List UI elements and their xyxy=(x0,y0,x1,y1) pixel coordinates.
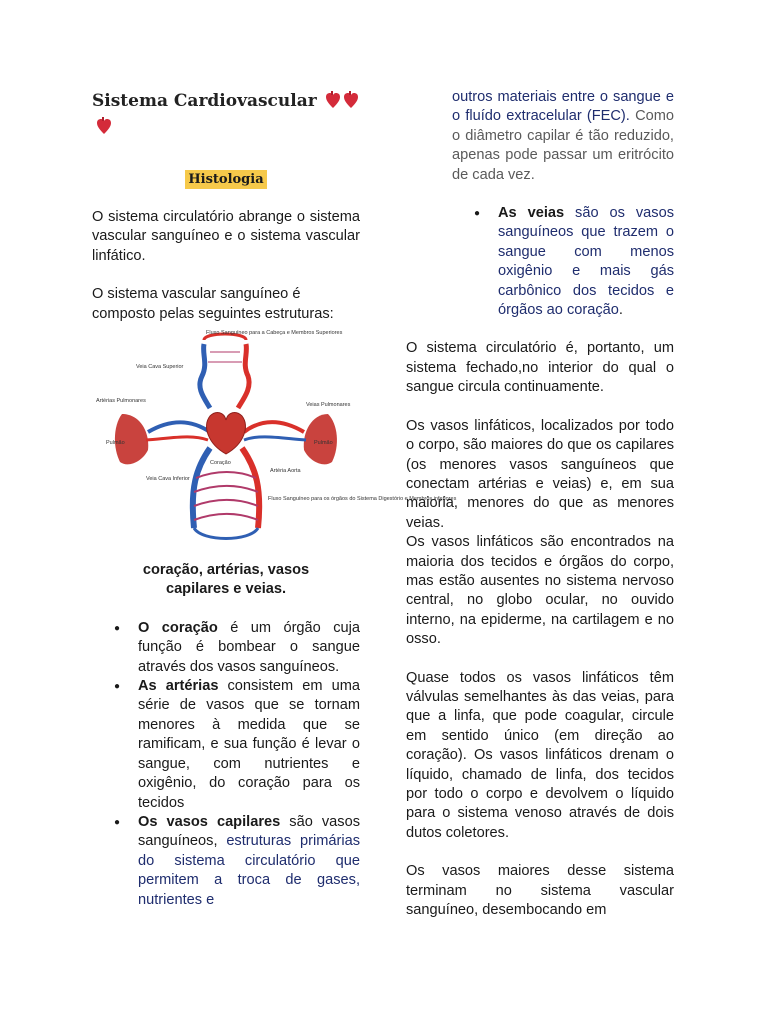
paragraph: Os vasos linfáticos, localizados por todo o corpo, são maiores do que os capilares (os menores vasos sanguíneos que conectam artérias e veias) e, em sua maioria, menores do que as menores veias. xyxy=(406,417,674,531)
diagram-label-top: Fluxo Sanguíneo para a Cabeça e Membros Superiores xyxy=(206,330,343,337)
title-text: Sistema Cardiovascular xyxy=(92,91,317,111)
figure-caption: coração, artérias, vasos capilares e veias. xyxy=(142,562,310,598)
left-column xyxy=(92,88,457,910)
diagram-label-aorta: Artéria Aorta xyxy=(270,468,301,475)
list-item: ● As artérias consistem em uma série de vasos que se tornam menores à medida que se ramificam, e sua função é levar o sangue, com nutrientes e oxigênio, do coração para os tecidos xyxy=(92,677,360,813)
capillaries-continuation: outros materiais entre o sangue e o fluído extracelular (FEC). Como o diâmetro capilar é tão reduzido, apenas pode passar um eritrócito de cada vez. xyxy=(452,89,674,183)
paragraph: Os vasos linfáticos são encontrados na maioria dos tecidos e órgãos do corpo, mas estão ausentes no sistema nervoso central, no globo ocular, no ouvido interno, na epiderme, na cartilagem e no osso. xyxy=(406,534,674,648)
circulatory-diagram xyxy=(92,328,457,550)
document-title xyxy=(92,88,360,140)
diagram-label-vcs: Veia Cava Superior xyxy=(136,364,184,371)
heart-icon xyxy=(96,117,112,135)
diagram-label-art-pulm: Artérias Pulmonares xyxy=(96,398,146,405)
paragraph: Quase todos os vasos linfáticos têm válvulas semelhantes às das veias, para que a linfa, que pode coagular, circule em sentido único (em direção ao coração). Os vasos linfáticos drenam o líquido, chamado de linfa, dos tecidos por todo o corpo e devolvem o líquido para o sistema venoso através de dois dutos coletores. xyxy=(406,669,674,841)
diagram-label-vci: Veia Cava Inferior xyxy=(146,476,190,483)
diagram-label-coracao: Coração xyxy=(210,460,231,467)
list-item: ● As veias são os vasos sanguíneos que trazem o sangue com menos oxigênio e mais gás carbônico dos tecidos e órgãos ao coração. xyxy=(406,204,674,320)
heart-icon xyxy=(325,91,341,109)
section-heading: Histologia xyxy=(185,170,266,189)
diagram-label-bottom: Fluxo Sanguíneo para os órgãos do Sistema Digestório e Membros inferiores xyxy=(268,496,457,503)
diagram-label-pulmao-l: Pulmão xyxy=(106,440,125,447)
right-column xyxy=(406,88,674,920)
intro-paragraph: O sistema circulatório abrange o sistema vascular sanguíneo e o sistema vascular linfático. xyxy=(92,209,360,264)
list-item: ● O coração é um órgão cuja função é bombear o sangue através dos vasos sanguíneos. xyxy=(92,619,360,677)
diagram-label-veias-pulm: Veias Pulmonares xyxy=(306,402,351,409)
diagram-label-pulmao-r: Pulmão xyxy=(314,440,333,447)
heart-icon xyxy=(343,91,359,109)
structures-list xyxy=(92,619,360,910)
paragraph: O sistema circulatório é, portanto, um sistema fechado,no interior do qual o sangue circula continuamente. xyxy=(406,340,674,396)
veins-list xyxy=(406,204,674,320)
list-item: ● Os vasos capilares são vasos sanguíneos, estruturas primárias do sistema circulatório que permitem a troca de gases, nutrientes e xyxy=(92,813,360,910)
structures-paragraph: O sistema vascular sanguíneo é composto pelas seguintes estruturas: xyxy=(92,286,334,322)
paragraph: Os vasos maiores desse sistema terminam no sistema vascular sanguíneo, desembocando em xyxy=(406,863,674,919)
